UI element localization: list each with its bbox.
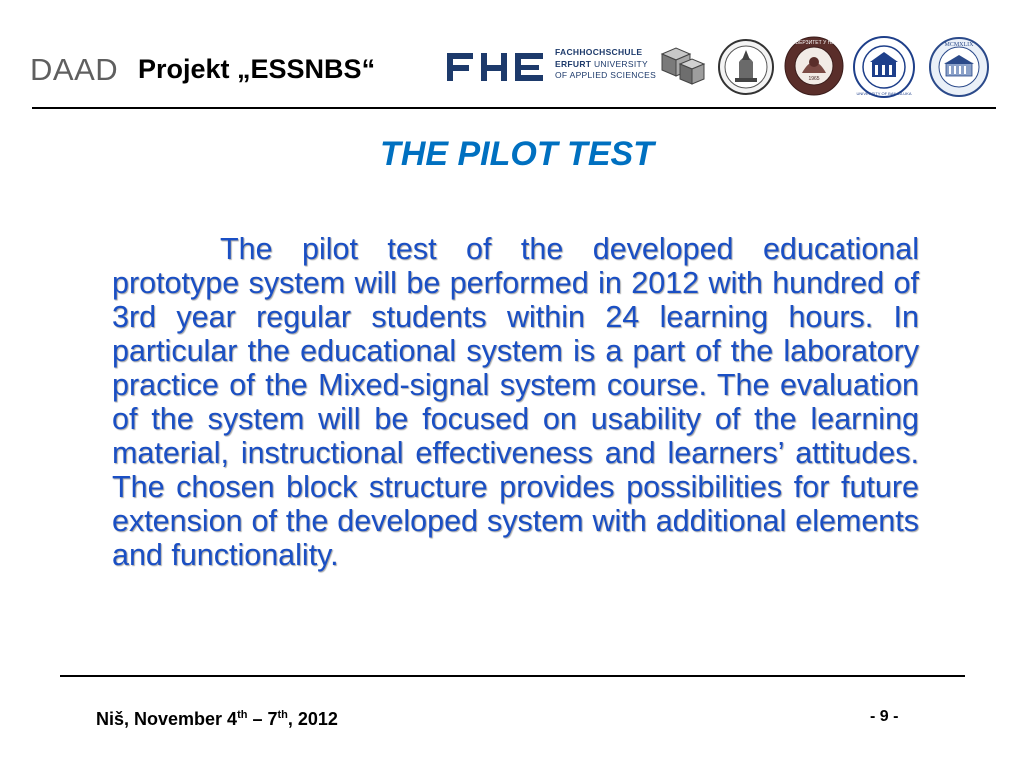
daad-label: DAAD (30, 52, 119, 87)
fhe-line-1: FACHHOCHSCHULE (555, 47, 643, 57)
date-part-3: , 2012 (287, 709, 338, 729)
date-sup-1: th (237, 709, 248, 721)
cube-logo (656, 44, 708, 90)
date-sup-2: th (277, 709, 288, 721)
slide-body-paragraph: The pilot test of the developed educational prototype system will be performed in 2012 with hundred of 3rd year regular students within 24 learning hours. In particular the educational system is a part of the laboratory practice of the Mixed-signal system course. The evaluation of the system will be focused on usability of the learning material, instructional effectiveness and learners’ attitudes. The chosen block structure provides possibilities for future extension of the developed system with additional elements and functionality. (112, 232, 919, 572)
nis-seal-text: УНИВЕРЗИТЕТ У НИШУ (785, 40, 843, 46)
page-number: - 9 - (870, 708, 899, 725)
header-divider (32, 107, 996, 109)
university-banja-luka-seal (852, 35, 916, 99)
slide-header (0, 0, 1024, 108)
banja-luka-seal-text: UNIVERSITY OF BANJALUKA (856, 91, 912, 96)
university-nis-seal (783, 35, 845, 97)
seal-roman-year: MCMXLIX (944, 42, 974, 48)
project-title: Projekt „ESSNBS“ (138, 54, 376, 84)
fhe-logo (447, 47, 547, 87)
footer-divider (60, 675, 965, 677)
fhe-institution-text (555, 47, 656, 82)
fhe-line-4: OF APPLIED SCIENCES (555, 70, 657, 80)
date-part-1: Niš, November 4 (96, 709, 238, 729)
nis-seal-year: 1965 (808, 76, 820, 82)
date-part-2: – 7 (247, 709, 278, 729)
fhe-line-2: ERFURT (555, 58, 592, 69)
university-seal-1 (717, 38, 775, 96)
slide-title: THE PILOT TEST (380, 135, 654, 173)
fhe-line-3: UNIVERSITY (593, 58, 648, 69)
footer-date (96, 709, 338, 730)
university-seal-mcmxlix (928, 36, 990, 98)
